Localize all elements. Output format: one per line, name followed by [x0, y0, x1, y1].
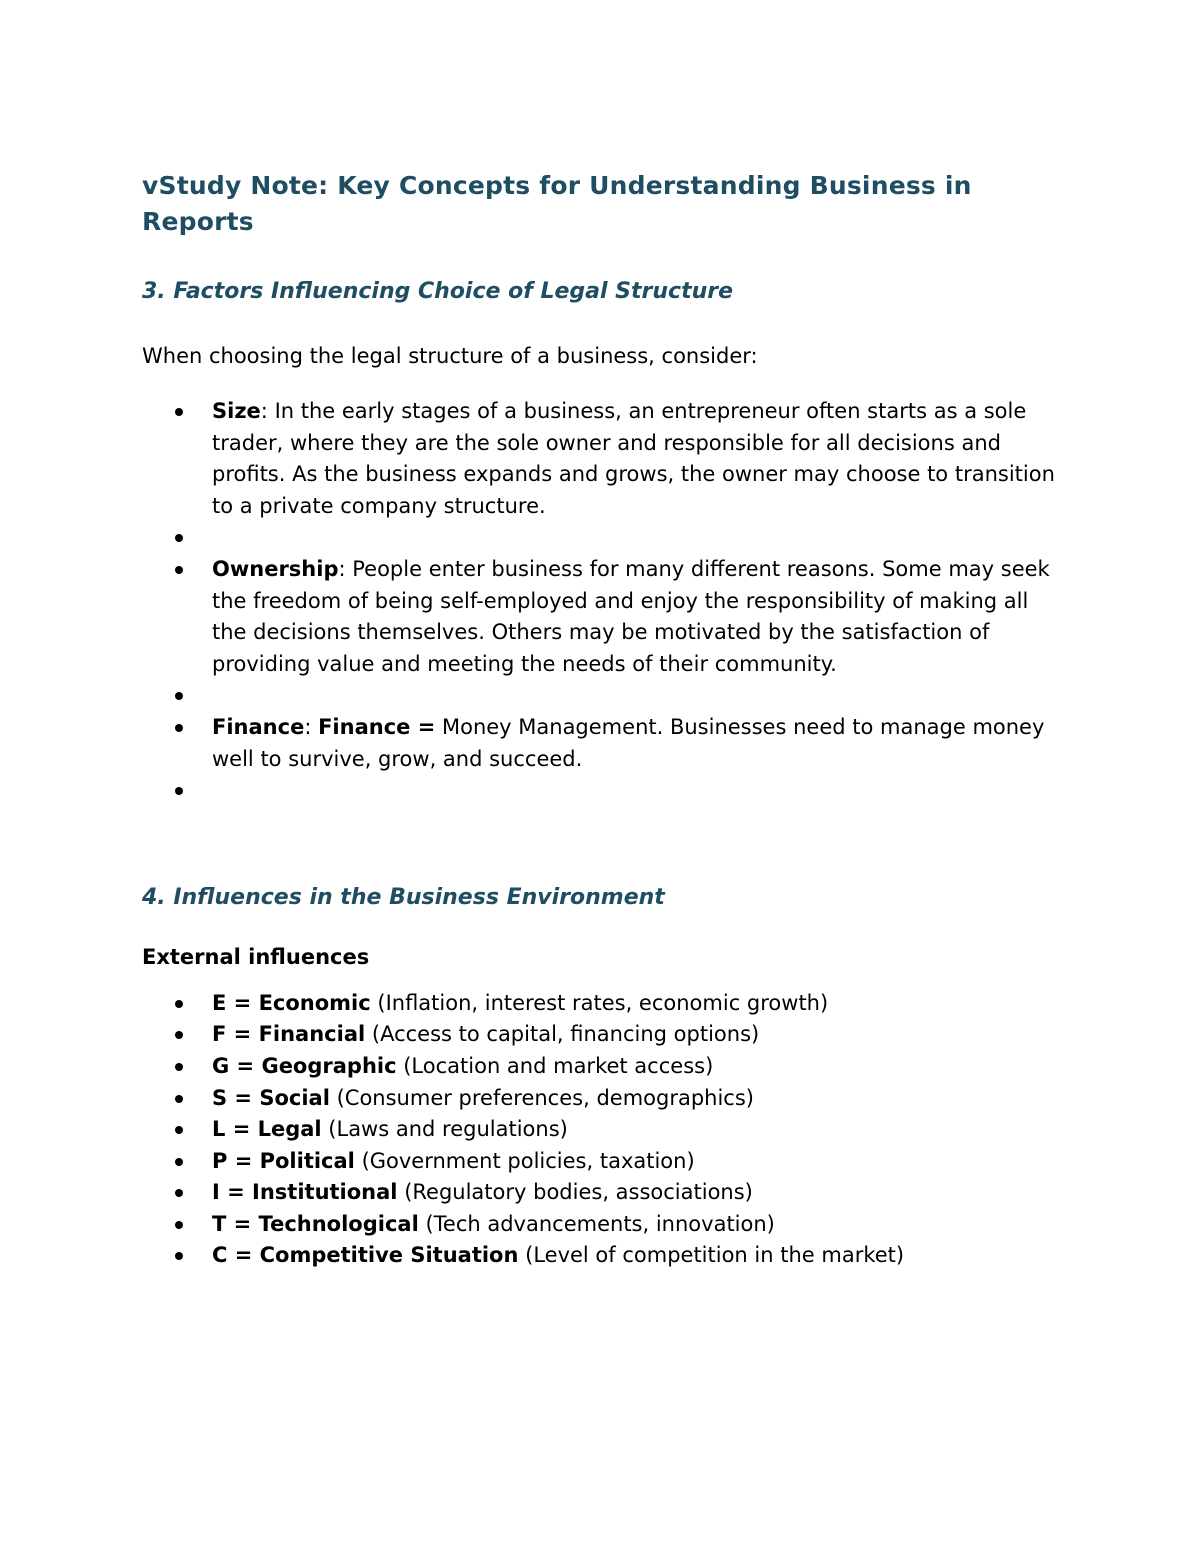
- influence-term: F = Financial: [212, 1022, 366, 1047]
- influence-term: G = Geographic: [212, 1053, 397, 1078]
- list-item-competitive: [142, 1240, 1067, 1272]
- list-item-legal: [142, 1114, 1067, 1146]
- influence-text: (Laws and regulations): [321, 1117, 568, 1142]
- bullet-icon: [175, 1252, 183, 1260]
- influence-text: (Location and market access): [396, 1053, 714, 1078]
- section-4-heading: 4. Influences in the Business Environment: [142, 884, 665, 910]
- section-3-heading: 3. Factors Influencing Choice of Legal Structure: [142, 279, 734, 304]
- list-item-institutional: [142, 1177, 1067, 1209]
- factor-term: Size: [212, 399, 261, 423]
- bullet-icon: [175, 1158, 183, 1166]
- list-item-economic: [142, 988, 1067, 1020]
- influence-text: (Regulatory bodies, associations): [397, 1180, 753, 1205]
- factor-text: People enter business for many different reasons. Some may seek the freedom of being self-employed and enjoy the responsibility of making all the decisions themselves. Others may be motivated by the satisfaction of providing value and meeting the needs of their community.: [212, 556, 1050, 676]
- document-title: vStudy Note: Key Concepts for Understanding Business in Reports: [142, 171, 972, 236]
- influence-text: (Government policies, taxation): [354, 1148, 695, 1173]
- influence-text: (Inflation, interest rates, economic growth): [370, 990, 829, 1015]
- influence-term: T = Technological: [212, 1211, 419, 1236]
- influence-term: P = Political: [212, 1148, 355, 1173]
- list-item-empty: [142, 680, 1067, 712]
- list-item-ownership: [142, 554, 1067, 680]
- bullet-icon: [175, 566, 183, 574]
- factor-text: Money Management. Businesses need to manage money well to survive, grow, and succeed.: [212, 714, 1045, 771]
- section-3-intro: When choosing the legal structure of a business, consider:: [142, 344, 758, 368]
- external-influences-heading: External influences: [142, 944, 370, 969]
- bullet-icon: [175, 1095, 183, 1103]
- bullet-icon: [175, 408, 183, 416]
- bullet-icon: [175, 724, 183, 732]
- influence-term: E = Economic: [212, 990, 371, 1015]
- external-influences-list: [142, 988, 1067, 1272]
- bullet-icon: [175, 787, 183, 795]
- factor-separator: :: [338, 556, 353, 581]
- list-item-social: [142, 1083, 1067, 1115]
- factor-separator: :: [304, 714, 319, 739]
- list-item-political: [142, 1146, 1067, 1178]
- factor-text: In the early stages of a business, an entrepreneur often starts as a sole trader, where they are the sole owner and responsible for all decisions and profits. As the business expands and grows, the owner may choose to transition to a private company structure.: [212, 399, 1055, 518]
- factor-term-secondary: Finance =: [318, 714, 436, 739]
- influence-term: S = Social: [212, 1085, 330, 1110]
- influence-text: (Tech advancements, innovation): [418, 1211, 775, 1236]
- influence-text: (Level of competition in the market): [518, 1243, 905, 1268]
- list-item-finance: [142, 712, 1067, 775]
- legal-structure-factors-list: [142, 396, 1067, 807]
- list-item-empty: [142, 522, 1067, 554]
- influence-term: C = Competitive Situation: [212, 1243, 519, 1268]
- influence-term: I = Institutional: [212, 1180, 398, 1205]
- bullet-icon: [175, 534, 183, 542]
- bullet-icon: [175, 1063, 183, 1071]
- bullet-icon: [175, 1000, 183, 1008]
- factor-separator: :: [260, 399, 275, 423]
- influence-term: L = Legal: [212, 1117, 322, 1142]
- bullet-icon: [175, 692, 183, 700]
- bullet-icon: [175, 1126, 183, 1134]
- bullet-icon: [175, 1031, 183, 1039]
- list-item-geographic: [142, 1051, 1067, 1083]
- factor-term: Ownership: [212, 556, 339, 581]
- list-item-technological: [142, 1209, 1067, 1241]
- bullet-icon: [175, 1189, 183, 1197]
- list-item-financial: [142, 1019, 1067, 1051]
- list-item-empty: [142, 775, 1067, 807]
- factor-term: Finance: [212, 714, 305, 739]
- influence-text: (Access to capital, financing options): [365, 1022, 760, 1047]
- document-page: [142, 168, 1067, 1272]
- influence-text: (Consumer preferences, demographics): [329, 1085, 754, 1110]
- list-item-size: [142, 396, 1067, 522]
- bullet-icon: [175, 1221, 183, 1229]
